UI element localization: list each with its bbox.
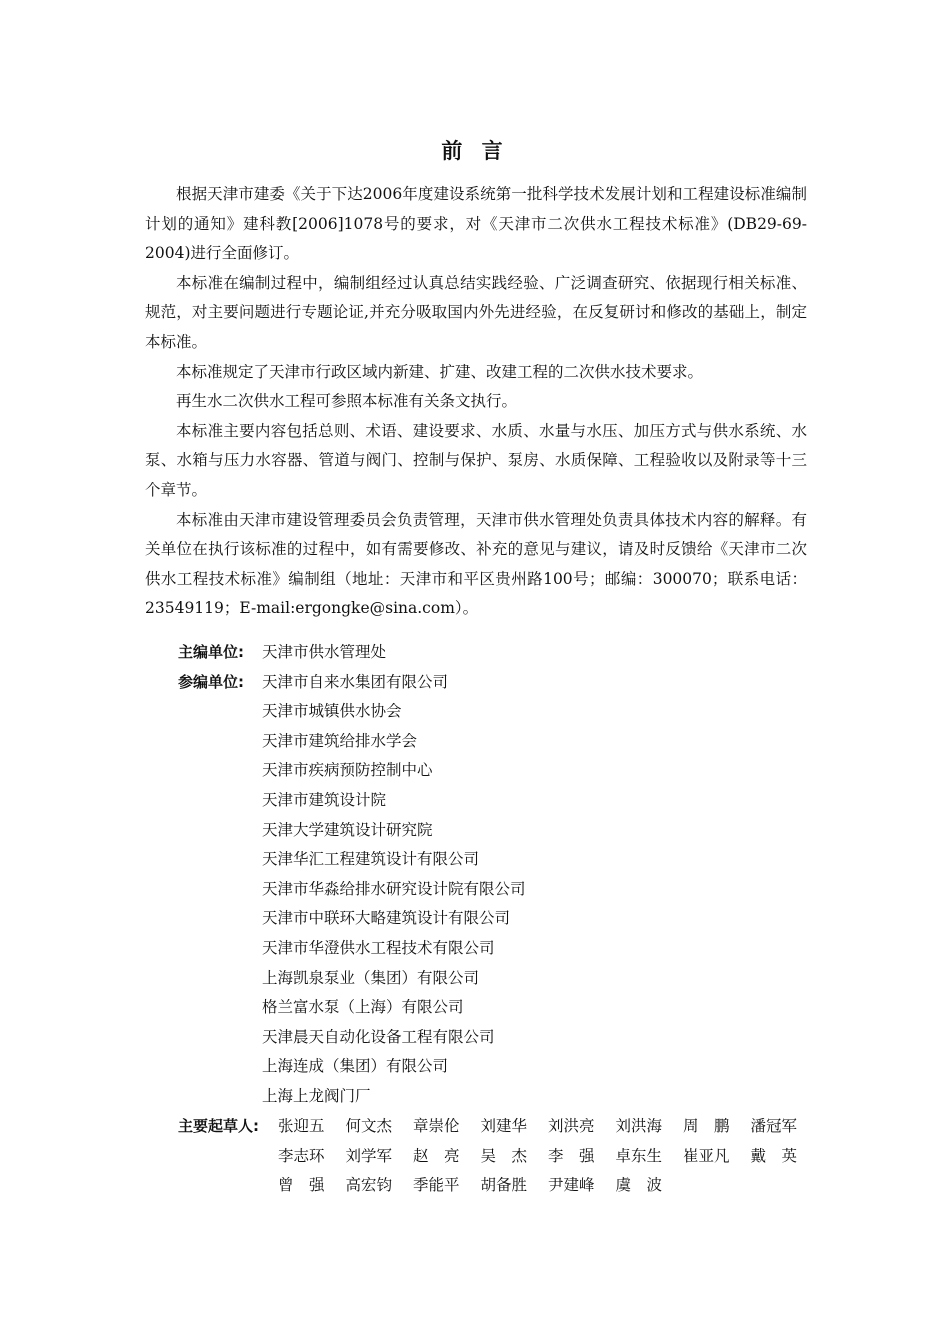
- list-item: 天津市疾病预防控制中心: [262, 761, 433, 780]
- list-item: 天津市中联环大略建筑设计有限公司: [262, 909, 511, 928]
- list-item: 天津大学建筑设计研究院: [262, 820, 433, 839]
- drafter-name: 张迎五: [278, 1117, 325, 1135]
- drafter-name: 周 鹏: [683, 1117, 730, 1135]
- list-item: 天津晨天自动化设备工程有限公司: [262, 1027, 495, 1046]
- chief-unit-row: [178, 638, 818, 668]
- drafter-name: 李志环: [278, 1146, 325, 1165]
- drafter-name: 章崇伦: [413, 1117, 460, 1135]
- drafter-name: 曾 强: [278, 1176, 325, 1195]
- drafter-name: 高宏钧: [345, 1176, 393, 1195]
- drafter-name: 胡备胜: [480, 1176, 528, 1195]
- drafter-name: 吴 杰: [480, 1146, 528, 1165]
- drafters-label: 主要起草人:: [178, 1117, 259, 1135]
- drafter-name: 虞 波: [615, 1176, 663, 1195]
- preface-paragraph: 根据天津市建委《关于下达2006年度建设系统第一批科学技术发展计划和工程建设标准编制计划的通知》建科教[2006]1078号的要求，对《天津市二次供水工程技术标准》(DB29-69-2004)进行全面修订。: [145, 185, 807, 263]
- list-item: 天津市城镇供水协会: [262, 702, 402, 721]
- preface-body: [145, 180, 807, 624]
- list-item: 上海上龙阀门厂: [262, 1086, 371, 1105]
- units-section: [178, 638, 818, 1112]
- drafter-name: 崔亚凡: [683, 1146, 730, 1165]
- chief-unit-label: 主编单位:: [178, 643, 244, 661]
- drafter-name: 卓东生: [615, 1146, 663, 1165]
- drafter-name: 戴 英: [750, 1146, 798, 1165]
- preface-paragraph: 本标准由天津市建设管理委员会负责管理，天津市供水管理处负责具体技术内容的解释。有关单位在执行该标准的过程中，如有需要修改、补充的意见与建议，请及时反馈给《天津市二次供水工程技术标准》编制组（地址：天津市和平区贵州路100号；邮编：300070；联系电话：23549119；E-mail:ergongke@sina.com）。: [145, 510, 807, 618]
- drafter-name: 季能平: [413, 1176, 460, 1195]
- drafter-name: 李 强: [548, 1146, 595, 1165]
- drafter-name: 尹建峰: [548, 1176, 595, 1195]
- list-item: 上海连成（集团）有限公司: [262, 1057, 449, 1076]
- drafter-name: 刘学军: [345, 1146, 393, 1165]
- drafter-name: 何文杰: [345, 1117, 393, 1135]
- list-item: 天津市华澄供水工程技术有限公司: [262, 938, 495, 957]
- drafter-name: 刘洪海: [615, 1117, 663, 1135]
- list-item: 天津市华淼给排水研究设计院有限公司: [262, 879, 526, 898]
- drafter-name: 刘洪亮: [548, 1117, 595, 1135]
- drafters-list: [278, 1112, 818, 1201]
- drafter-name: 潘冠军: [750, 1117, 798, 1135]
- participating-units-list: [262, 668, 526, 1112]
- list-item: 上海凯泉泵业（集团）有限公司: [262, 968, 480, 987]
- preface-paragraph: 本标准规定了天津市行政区域内新建、扩建、改建工程的二次供水技术要求。: [176, 362, 704, 381]
- list-item: 天津市建筑给排水学会: [262, 731, 418, 750]
- drafter-name: 刘建华: [480, 1117, 528, 1135]
- preface-paragraph: 本标准在编制过程中，编制组经过认真总结实践经验、广泛调查研究、依据现行相关标准、规范，对主要问题进行专题论证,并充分吸取国内外先进经验，在反复研讨和修改的基础上，制定本标准。: [145, 273, 807, 351]
- drafters-section: [178, 1112, 818, 1201]
- chief-unit-name: 天津市供水管理处: [262, 643, 387, 661]
- drafter-name: 赵 亮: [413, 1146, 460, 1165]
- list-item: 格兰富水泵（上海）有限公司: [262, 998, 464, 1017]
- participating-units-row: [178, 668, 818, 1112]
- page-title: 前 言: [441, 139, 509, 163]
- list-item: 天津市建筑设计院: [262, 790, 387, 809]
- list-item: 天津市自来水集团有限公司: [262, 672, 449, 691]
- preface-paragraph: 再生水二次供水工程可参照本标准有关条文执行。: [176, 392, 518, 411]
- participating-units-label: 参编单位:: [178, 672, 244, 691]
- preface-paragraph: 本标准主要内容包括总则、术语、建设要求、水质、水量与水压、加压方式与供水系统、水泵、水箱与压力水容器、管道与阀门、控制与保护、泵房、水质保障、工程验收以及附录等十三个章节。: [145, 421, 807, 499]
- list-item: 天津华汇工程建筑设计有限公司: [262, 850, 480, 869]
